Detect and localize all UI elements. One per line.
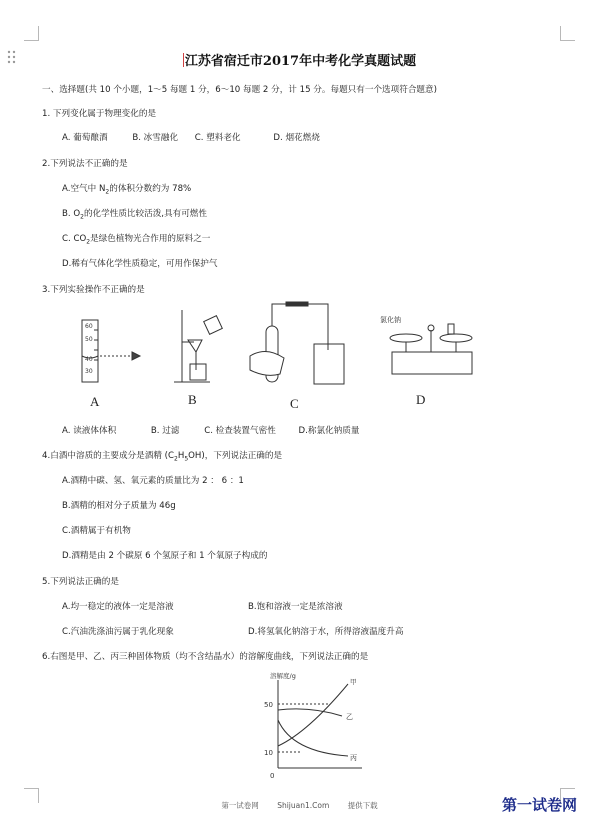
q4-stem: 4.白酒中溶质的主要成分是酒精 $(C_2H_5OH)$，下列说法正确的是 — [42, 451, 283, 463]
crop-mark-top-left — [24, 26, 39, 41]
section-heading: 一、选择题(共 10 个小题，1～5 每题 1 分，6～10 每题 2 分，计 15 分。每题只有一个选项符合题意) — [42, 85, 437, 95]
q3-option-d: D.称氯化钠质量 — [298, 426, 360, 436]
q5-option-d: D.将氢氧化钠溶于水，所得溶液温度升高 — [248, 627, 404, 637]
q4-option-a: A.酒精中碳、氢、氧元素的质量比为 2 ： 6 ：1 — [62, 476, 244, 486]
q2-option-a: A.空气中 $N_2$的体积分数约为 78% — [62, 184, 192, 196]
q2-option-c: C. $CO_2$是绿色植物光合作用的原料之一 — [62, 234, 211, 246]
text-cursor — [183, 53, 184, 67]
fig-label-b: B — [188, 392, 197, 407]
fig-label-c: C — [290, 396, 299, 411]
fig-c-airtightness — [250, 302, 344, 384]
curve-bing — [278, 720, 348, 756]
footer-download-text: 提供下载 — [347, 801, 378, 810]
svg-text:丙: 丙 — [350, 754, 357, 762]
svg-text:10: 10 — [264, 749, 273, 757]
q3-option-c: C. 检查装置气密性 — [204, 426, 276, 436]
watermark-logo: 第一试卷网 — [501, 796, 577, 814]
svg-text:60: 60 — [85, 323, 93, 330]
fig-b-filtration — [174, 310, 222, 382]
footer-site-name: 第一试卷网 — [221, 801, 259, 810]
svg-text:氯化钠: 氯化钠 — [380, 316, 401, 324]
fig-label-a: A — [90, 394, 100, 409]
svg-text:50: 50 — [264, 701, 273, 709]
solubility-curve-drawing — [262, 672, 367, 782]
q1-stem: 1. 下列变化属于物理变化的是 — [42, 109, 157, 119]
q5-stem: 5.下列说法正确的是 — [42, 577, 119, 587]
svg-text:甲: 甲 — [350, 678, 357, 686]
q3-figures — [70, 300, 530, 410]
q1-option-d: D. 烟花燃烧 — [273, 133, 320, 143]
svg-text:溶解度/g: 溶解度/g — [270, 672, 296, 680]
crop-mark-top-right — [560, 26, 575, 41]
svg-text:50: 50 — [85, 336, 93, 343]
svg-text:30: 30 — [85, 368, 93, 375]
document-title[interactable]: 江苏省宿迁市2017年中考化学真题试题 — [184, 54, 417, 69]
q2-option-d: D.稀有气体化学性质稳定，可用作保护气 — [62, 259, 218, 269]
q4-option-b: B.酒精的相对分子质量为 46g — [62, 501, 176, 511]
q4-option-d: D.酒精是由 2 个碳原 6 个氢原子和 1 个氧原子构成的 — [62, 551, 268, 561]
fig-label-d: D — [416, 392, 426, 407]
q3-option-a: A. 读液体体积 — [62, 426, 117, 436]
footer-site-url[interactable]: Shijuan1.Com — [277, 801, 330, 810]
fig-d-balance — [390, 324, 472, 374]
q6-stem: 6.右图是甲、乙、丙三种固体物质（均不含结晶水）的溶解度曲线，下列说法正确的是 — [42, 652, 369, 662]
q6-solubility-graph — [262, 672, 367, 782]
q5-option-a: A.均一稳定的液体一定是溶液 — [62, 602, 174, 612]
svg-text:乙: 乙 — [346, 713, 353, 721]
q3-apparatus-drawing — [70, 300, 530, 410]
svg-text:0: 0 — [270, 772, 275, 780]
q4-option-c: C.酒精属于有机物 — [62, 526, 131, 536]
q1-option-c: C. 塑料老化 — [194, 133, 241, 143]
q2-option-b: B. $O_2$的化学性质比较活泼,具有可燃性 — [62, 209, 207, 221]
q1-option-b: B. 冰雪融化 — [132, 133, 179, 143]
q5-option-b: B.饱和溶液一定是浓溶液 — [248, 602, 343, 612]
svg-text:40: 40 — [85, 356, 93, 363]
q5-option-c: C.汽油洗涤油污属于乳化现象 — [62, 627, 174, 637]
curve-yi — [278, 709, 342, 716]
q1-option-a: A. 葡萄酿酒 — [62, 133, 108, 143]
q1-options — [62, 131, 320, 143]
q3-option-b: B. 过滤 — [150, 426, 180, 436]
q3-options — [62, 424, 359, 436]
q3-stem: 3.下列实验操作不正确的是 — [42, 285, 145, 295]
q2-stem: 2.下列说法不正确的是 — [42, 159, 128, 169]
